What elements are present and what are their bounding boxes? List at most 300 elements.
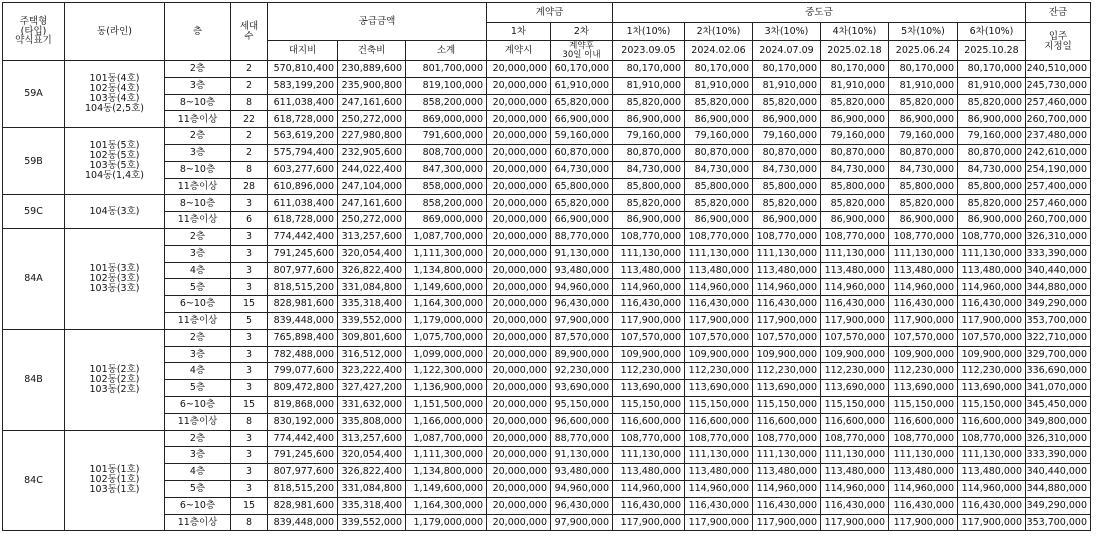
units-cell: 3	[231, 228, 268, 245]
header-balance-when-label: 입주 지정일	[1044, 30, 1072, 52]
header-middle-date-4-label: 2025.02.18	[827, 44, 882, 56]
contract-2-cell: 65,820,000	[551, 94, 613, 111]
contract-2-cell: 92,230,000	[551, 363, 613, 380]
middle-payment-1-cell: 115,150,000	[613, 396, 685, 413]
middle-payment-4-cell: 116,430,000	[821, 497, 889, 514]
contract-1-cell: 20,000,000	[487, 77, 551, 94]
contract-1-cell: 20,000,000	[487, 312, 551, 329]
middle-payment-5-cell: 116,430,000	[889, 296, 958, 313]
middle-payment-2-cell: 113,690,000	[685, 380, 753, 397]
middle-payment-4-cell: 107,570,000	[821, 329, 889, 346]
land-price-cell: 818,515,200	[268, 480, 338, 497]
middle-payment-1-cell: 114,960,000	[613, 480, 685, 497]
units-cell: 2	[231, 128, 268, 145]
middle-payment-4-cell: 112,230,000	[821, 363, 889, 380]
subtotal-cell: 858,000,000	[406, 178, 487, 195]
subtotal-cell: 1,149,600,000	[406, 279, 487, 296]
middle-payment-6-cell: 86,900,000	[958, 111, 1026, 128]
units-cell: 2	[231, 77, 268, 94]
middle-payment-4-cell: 111,130,000	[821, 245, 889, 262]
floor-cell: 11층이상	[165, 413, 231, 430]
header-contract-1	[487, 23, 551, 41]
table-row	[3, 329, 1091, 346]
units-cell: 6	[231, 212, 268, 229]
header-middle-date-1-label: 2023.09.05	[621, 44, 676, 56]
middle-payment-1-cell: 116,600,000	[613, 413, 685, 430]
floor-cell: 6~10층	[165, 296, 231, 313]
contract-1-cell: 20,000,000	[487, 464, 551, 481]
building-price-cell: 320,054,400	[338, 447, 406, 464]
table-row	[3, 430, 1091, 447]
middle-payment-4-cell: 85,820,000	[821, 94, 889, 111]
subtotal-cell: 1,122,300,000	[406, 363, 487, 380]
floor-cell: 3층	[165, 77, 231, 94]
floor-cell: 5층	[165, 480, 231, 497]
building-price-cell: 327,427,200	[338, 380, 406, 397]
header-middle-6	[958, 23, 1026, 41]
units-cell: 3	[231, 363, 268, 380]
subtotal-cell: 858,200,000	[406, 94, 487, 111]
middle-payment-4-cell: 113,690,000	[821, 380, 889, 397]
middle-payment-2-cell: 109,900,000	[685, 346, 753, 363]
balance-cell: 326,310,000	[1026, 228, 1091, 245]
middle-payment-5-cell: 79,160,000	[889, 128, 958, 145]
table-row	[3, 312, 1091, 329]
middle-payment-6-cell: 114,960,000	[958, 279, 1026, 296]
contract-1-cell: 20,000,000	[487, 161, 551, 178]
middle-payment-5-cell: 108,770,000	[889, 430, 958, 447]
land-price-cell: 611,038,400	[268, 94, 338, 111]
middle-payment-6-cell: 85,800,000	[958, 178, 1026, 195]
contract-1-cell: 20,000,000	[487, 195, 551, 212]
middle-payment-3-cell: 86,900,000	[753, 111, 821, 128]
middle-payment-2-cell: 85,820,000	[685, 195, 753, 212]
header-middle-date-5	[889, 41, 958, 61]
middle-payment-6-cell: 117,900,000	[958, 312, 1026, 329]
units-cell: 3	[231, 430, 268, 447]
middle-payment-6-cell: 116,430,000	[958, 296, 1026, 313]
contract-2-cell: 96,430,000	[551, 296, 613, 313]
floor-cell: 5층	[165, 279, 231, 296]
header-middle-date-6	[958, 41, 1026, 61]
table-row	[3, 480, 1091, 497]
middle-payment-2-cell: 114,960,000	[685, 279, 753, 296]
land-price-cell: 618,728,000	[268, 212, 338, 229]
header-contract-1-label: 1차	[510, 25, 527, 37]
middle-payment-1-cell: 117,900,000	[613, 514, 685, 531]
dong-cell: 101동(3호) 102동(3호) 103동(3호)	[65, 228, 165, 329]
land-price-cell: 830,192,000	[268, 413, 338, 430]
units-cell: 15	[231, 497, 268, 514]
table-row	[3, 94, 1091, 111]
middle-payment-4-cell: 108,770,000	[821, 430, 889, 447]
middle-payment-1-cell: 80,170,000	[613, 61, 685, 78]
balance-cell: 349,290,000	[1026, 497, 1091, 514]
building-price-cell: 309,801,600	[338, 329, 406, 346]
middle-payment-4-cell: 115,150,000	[821, 396, 889, 413]
land-price-cell: 583,199,200	[268, 77, 338, 94]
units-cell: 5	[231, 312, 268, 329]
middle-payment-5-cell: 113,690,000	[889, 380, 958, 397]
floor-cell: 5층	[165, 380, 231, 397]
table-row	[3, 178, 1091, 195]
floor-cell: 8~10층	[165, 161, 231, 178]
header-middle-3-label: 3차(10%)	[764, 25, 809, 37]
middle-payment-5-cell: 85,800,000	[889, 178, 958, 195]
table-header	[3, 3, 1091, 61]
middle-payment-3-cell: 113,480,000	[753, 262, 821, 279]
floor-cell: 11층이상	[165, 514, 231, 531]
units-cell: 3	[231, 464, 268, 481]
contract-2-cell: 66,900,000	[551, 111, 613, 128]
middle-payment-6-cell: 85,820,000	[958, 94, 1026, 111]
contract-1-cell: 20,000,000	[487, 396, 551, 413]
building-price-cell: 326,822,400	[338, 464, 406, 481]
middle-payment-2-cell: 113,480,000	[685, 262, 753, 279]
contract-1-cell: 20,000,000	[487, 430, 551, 447]
contract-2-cell: 66,900,000	[551, 212, 613, 229]
land-price-cell: 819,868,000	[268, 396, 338, 413]
middle-payment-3-cell: 81,910,000	[753, 77, 821, 94]
balance-cell: 349,290,000	[1026, 296, 1091, 313]
floor-cell: 4층	[165, 262, 231, 279]
middle-payment-1-cell: 86,900,000	[613, 111, 685, 128]
floor-cell: 2층	[165, 61, 231, 78]
table-row	[3, 111, 1091, 128]
middle-payment-4-cell: 80,170,000	[821, 61, 889, 78]
dong-cell: 101동(1호) 102동(1호) 103동(1호)	[65, 430, 165, 531]
table-row	[3, 212, 1091, 229]
header-contract-2-label: 2차	[573, 25, 590, 37]
middle-payment-2-cell: 108,770,000	[685, 430, 753, 447]
middle-payment-2-cell: 79,160,000	[685, 128, 753, 145]
building-price-cell: 244,022,400	[338, 161, 406, 178]
contract-1-cell: 20,000,000	[487, 128, 551, 145]
balance-cell: 344,880,000	[1026, 480, 1091, 497]
middle-payment-5-cell: 112,230,000	[889, 363, 958, 380]
middle-payment-2-cell: 116,430,000	[685, 296, 753, 313]
building-price-cell: 316,512,000	[338, 346, 406, 363]
units-cell: 15	[231, 296, 268, 313]
header-type-label: 주택형 (타입) 약식표기	[15, 15, 52, 47]
contract-2-cell: 91,130,000	[551, 245, 613, 262]
middle-payment-6-cell: 113,690,000	[958, 380, 1026, 397]
floor-cell: 4층	[165, 363, 231, 380]
building-price-cell: 230,889,600	[338, 61, 406, 78]
table-row	[3, 447, 1091, 464]
balance-cell: 257,460,000	[1026, 94, 1091, 111]
building-price-cell: 250,272,000	[338, 212, 406, 229]
middle-payment-3-cell: 114,960,000	[753, 279, 821, 296]
floor-cell: 3층	[165, 447, 231, 464]
contract-2-cell: 87,570,000	[551, 329, 613, 346]
contract-1-cell: 20,000,000	[487, 94, 551, 111]
contract-2-cell: 64,730,000	[551, 161, 613, 178]
header-supply-label: 공급금액	[358, 15, 396, 27]
floor-cell: 11층이상	[165, 312, 231, 329]
balance-cell: 344,880,000	[1026, 279, 1091, 296]
floor-cell: 2층	[165, 329, 231, 346]
table-row	[3, 128, 1091, 145]
middle-payment-4-cell: 116,600,000	[821, 413, 889, 430]
land-price-cell: 563,619,200	[268, 128, 338, 145]
balance-cell: 353,700,000	[1026, 312, 1091, 329]
subtotal-cell: 1,151,500,000	[406, 396, 487, 413]
subtotal-cell: 858,200,000	[406, 195, 487, 212]
middle-payment-4-cell: 86,900,000	[821, 212, 889, 229]
land-price-cell: 807,977,600	[268, 464, 338, 481]
middle-payment-4-cell: 85,820,000	[821, 195, 889, 212]
header-units	[231, 3, 268, 61]
middle-payment-1-cell: 79,160,000	[613, 128, 685, 145]
subtotal-cell: 1,087,700,000	[406, 228, 487, 245]
header-contract-1-when-label: 계약시	[504, 44, 533, 56]
contract-2-cell: 96,600,000	[551, 413, 613, 430]
middle-payment-6-cell: 112,230,000	[958, 363, 1026, 380]
header-middle-5	[889, 23, 958, 41]
balance-cell: 260,700,000	[1026, 111, 1091, 128]
middle-payment-4-cell: 79,160,000	[821, 128, 889, 145]
table-row	[3, 380, 1091, 397]
subtotal-cell: 1,149,600,000	[406, 480, 487, 497]
table-row	[3, 413, 1091, 430]
units-cell: 3	[231, 380, 268, 397]
header-middle-1	[613, 23, 685, 41]
header-middle-date-3	[753, 41, 821, 61]
units-cell: 3	[231, 262, 268, 279]
contract-1-cell: 20,000,000	[487, 144, 551, 161]
header-middle-date-5-label: 2025.06.24	[895, 44, 951, 56]
land-price-cell: 611,038,400	[268, 195, 338, 212]
middle-payment-5-cell: 117,900,000	[889, 514, 958, 531]
middle-payment-1-cell: 85,820,000	[613, 94, 685, 111]
header-middle-2	[685, 23, 753, 41]
middle-payment-4-cell: 81,910,000	[821, 77, 889, 94]
header-contract-2-when-label: 계약후 30일 이내	[562, 41, 601, 60]
middle-payment-3-cell: 84,730,000	[753, 161, 821, 178]
middle-payment-2-cell: 108,770,000	[685, 228, 753, 245]
floor-cell: 6~10층	[165, 497, 231, 514]
balance-cell: 349,800,000	[1026, 413, 1091, 430]
table-row	[3, 497, 1091, 514]
middle-payment-5-cell: 111,130,000	[889, 447, 958, 464]
contract-1-cell: 20,000,000	[487, 497, 551, 514]
middle-payment-3-cell: 108,770,000	[753, 430, 821, 447]
header-middle-label: 중도금	[805, 6, 833, 18]
building-price-cell: 335,808,000	[338, 413, 406, 430]
subtotal-cell: 1,136,900,000	[406, 380, 487, 397]
dong-cell: 104동(3호)	[65, 195, 165, 229]
middle-payment-5-cell: 81,910,000	[889, 77, 958, 94]
header-middle-date-2-label: 2024.02.06	[691, 44, 746, 56]
middle-payment-4-cell: 84,730,000	[821, 161, 889, 178]
middle-payment-6-cell: 111,130,000	[958, 447, 1026, 464]
balance-cell: 237,480,000	[1026, 128, 1091, 145]
header-floor-label: 층	[192, 25, 203, 37]
building-price-cell: 335,318,400	[338, 296, 406, 313]
balance-cell: 257,460,000	[1026, 195, 1091, 212]
middle-payment-1-cell: 84,730,000	[613, 161, 685, 178]
floor-cell: 11층이상	[165, 178, 231, 195]
middle-payment-4-cell: 114,960,000	[821, 279, 889, 296]
building-price-cell: 335,318,400	[338, 497, 406, 514]
dong-cell: 101동(4호) 102동(4호) 103동(4호) 104동(2,5호)	[65, 61, 165, 128]
units-cell: 22	[231, 111, 268, 128]
header-middle-date-1	[613, 41, 685, 61]
middle-payment-3-cell: 113,690,000	[753, 380, 821, 397]
land-price-cell: 774,442,400	[268, 228, 338, 245]
middle-payment-5-cell: 111,130,000	[889, 245, 958, 262]
contract-2-cell: 89,900,000	[551, 346, 613, 363]
middle-payment-4-cell: 116,430,000	[821, 296, 889, 313]
subtotal-cell: 1,166,000,000	[406, 413, 487, 430]
header-building-label: 건축비	[357, 44, 386, 56]
header-balance-label: 잔금	[1048, 6, 1068, 18]
middle-payment-1-cell: 85,800,000	[613, 178, 685, 195]
subtotal-cell: 1,111,300,000	[406, 245, 487, 262]
middle-payment-6-cell: 107,570,000	[958, 329, 1026, 346]
middle-payment-2-cell: 80,870,000	[685, 144, 753, 161]
header-middle-4	[821, 23, 889, 41]
middle-payment-5-cell: 85,820,000	[889, 195, 958, 212]
middle-payment-1-cell: 81,910,000	[613, 77, 685, 94]
middle-payment-3-cell: 107,570,000	[753, 329, 821, 346]
header-building	[338, 41, 406, 61]
building-price-cell: 247,161,600	[338, 195, 406, 212]
middle-payment-3-cell: 111,130,000	[753, 447, 821, 464]
header-middle-2-label: 2차(10%)	[696, 25, 741, 37]
contract-1-cell: 20,000,000	[487, 296, 551, 313]
middle-payment-1-cell: 113,480,000	[613, 262, 685, 279]
middle-payment-6-cell: 116,430,000	[958, 497, 1026, 514]
middle-payment-5-cell: 114,960,000	[889, 480, 958, 497]
middle-payment-2-cell: 115,150,000	[685, 396, 753, 413]
contract-1-cell: 20,000,000	[487, 212, 551, 229]
header-middle-date-3-label: 2024.07.09	[759, 44, 814, 56]
contract-1-cell: 20,000,000	[487, 413, 551, 430]
middle-payment-3-cell: 114,960,000	[753, 480, 821, 497]
price-table	[2, 2, 1091, 531]
contract-2-cell: 59,160,000	[551, 128, 613, 145]
middle-payment-6-cell: 109,900,000	[958, 346, 1026, 363]
land-price-cell: 765,898,400	[268, 329, 338, 346]
header-middle-date-4	[821, 41, 889, 61]
units-cell: 3	[231, 329, 268, 346]
balance-cell: 257,400,000	[1026, 178, 1091, 195]
subtotal-cell: 1,111,300,000	[406, 447, 487, 464]
middle-payment-2-cell: 111,130,000	[685, 245, 753, 262]
price-table-container	[2, 2, 1091, 531]
middle-payment-5-cell: 85,820,000	[889, 94, 958, 111]
table-row	[3, 161, 1091, 178]
middle-payment-6-cell: 111,130,000	[958, 245, 1026, 262]
balance-cell: 260,700,000	[1026, 212, 1091, 229]
contract-1-cell: 20,000,000	[487, 380, 551, 397]
building-price-cell: 313,257,600	[338, 430, 406, 447]
middle-payment-2-cell: 117,900,000	[685, 312, 753, 329]
contract-2-cell: 93,480,000	[551, 464, 613, 481]
building-price-cell: 247,161,600	[338, 94, 406, 111]
building-price-cell: 313,257,600	[338, 228, 406, 245]
type-cell: 84C	[3, 430, 65, 531]
middle-payment-2-cell: 116,430,000	[685, 497, 753, 514]
building-price-cell: 331,084,800	[338, 480, 406, 497]
balance-cell: 254,190,000	[1026, 161, 1091, 178]
middle-payment-1-cell: 113,480,000	[613, 464, 685, 481]
balance-cell: 245,730,000	[1026, 77, 1091, 94]
middle-payment-5-cell: 117,900,000	[889, 312, 958, 329]
subtotal-cell: 801,700,000	[406, 61, 487, 78]
floor-cell: 8~10층	[165, 94, 231, 111]
contract-1-cell: 20,000,000	[487, 480, 551, 497]
balance-cell: 340,440,000	[1026, 262, 1091, 279]
land-price-cell: 839,448,000	[268, 312, 338, 329]
balance-cell: 333,390,000	[1026, 447, 1091, 464]
units-cell: 2	[231, 61, 268, 78]
building-price-cell: 320,054,400	[338, 245, 406, 262]
header-floor	[165, 3, 231, 61]
middle-payment-1-cell: 86,900,000	[613, 212, 685, 229]
header-middle-6-label: 6차(10%)	[969, 25, 1014, 37]
middle-payment-2-cell: 112,230,000	[685, 363, 753, 380]
middle-payment-1-cell: 108,770,000	[613, 228, 685, 245]
middle-payment-3-cell: 109,900,000	[753, 346, 821, 363]
middle-payment-5-cell: 108,770,000	[889, 228, 958, 245]
header-middle-3	[753, 23, 821, 41]
type-cell: 84A	[3, 228, 65, 329]
contract-2-cell: 94,960,000	[551, 279, 613, 296]
building-price-cell: 247,104,000	[338, 178, 406, 195]
middle-payment-5-cell: 113,480,000	[889, 262, 958, 279]
header-subtotal-label: 소계	[436, 44, 456, 56]
building-price-cell: 227,980,800	[338, 128, 406, 145]
table-row	[3, 363, 1091, 380]
middle-payment-3-cell: 85,820,000	[753, 195, 821, 212]
subtotal-cell: 819,100,000	[406, 77, 487, 94]
header-land	[268, 41, 338, 61]
subtotal-cell: 869,000,000	[406, 111, 487, 128]
middle-payment-5-cell: 109,900,000	[889, 346, 958, 363]
floor-cell: 3층	[165, 346, 231, 363]
middle-payment-6-cell: 80,170,000	[958, 61, 1026, 78]
middle-payment-3-cell: 85,800,000	[753, 178, 821, 195]
middle-payment-1-cell: 80,870,000	[613, 144, 685, 161]
land-price-cell: 575,794,400	[268, 144, 338, 161]
table-row	[3, 346, 1091, 363]
balance-cell: 340,440,000	[1026, 464, 1091, 481]
table-row	[3, 279, 1091, 296]
header-type	[3, 3, 65, 61]
middle-payment-3-cell: 80,870,000	[753, 144, 821, 161]
units-cell: 28	[231, 178, 268, 195]
building-price-cell: 323,222,400	[338, 363, 406, 380]
contract-2-cell: 88,770,000	[551, 430, 613, 447]
middle-payment-3-cell: 113,480,000	[753, 464, 821, 481]
subtotal-cell: 1,164,300,000	[406, 296, 487, 313]
subtotal-cell: 1,087,700,000	[406, 430, 487, 447]
land-price-cell: 807,977,600	[268, 262, 338, 279]
units-cell: 8	[231, 514, 268, 531]
middle-payment-2-cell: 117,900,000	[685, 514, 753, 531]
subtotal-cell: 847,300,000	[406, 161, 487, 178]
middle-payment-1-cell: 116,430,000	[613, 296, 685, 313]
middle-payment-1-cell: 111,130,000	[613, 245, 685, 262]
units-cell: 8	[231, 413, 268, 430]
middle-payment-5-cell: 107,570,000	[889, 329, 958, 346]
header-units-label: 세대 수	[239, 20, 259, 42]
middle-payment-2-cell: 113,480,000	[685, 464, 753, 481]
units-cell: 3	[231, 480, 268, 497]
